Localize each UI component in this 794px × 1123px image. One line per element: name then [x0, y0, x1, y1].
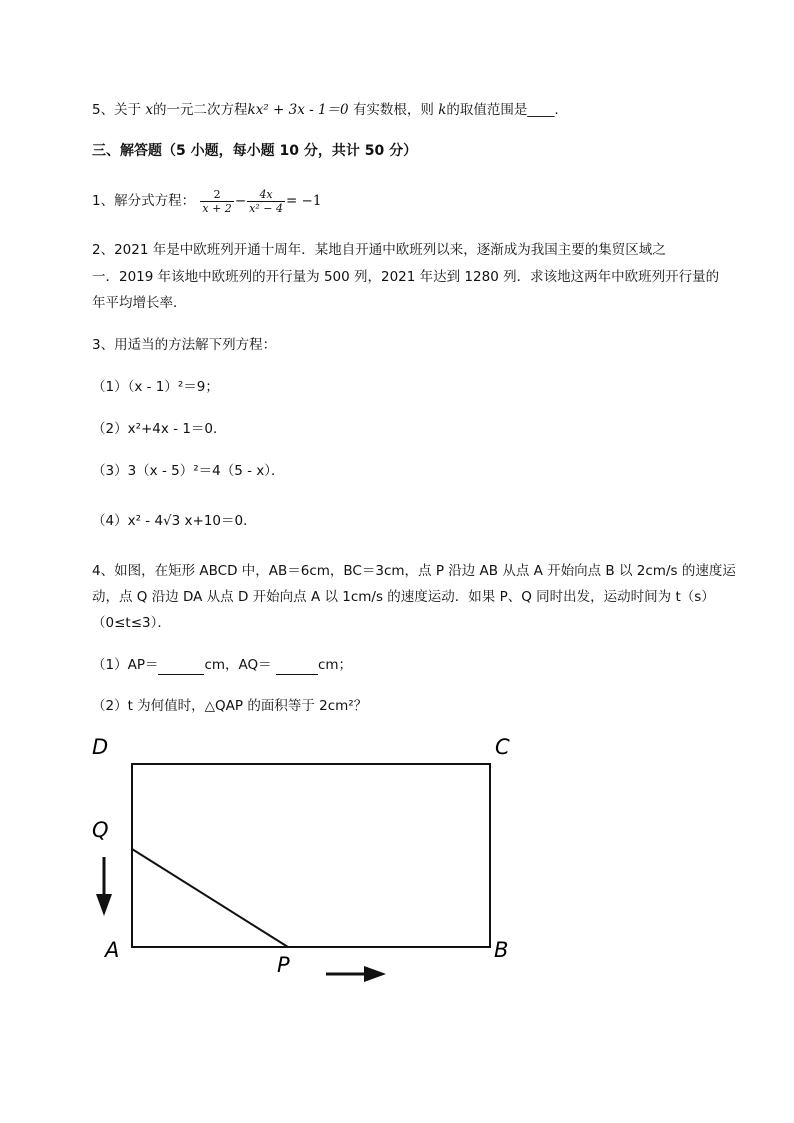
label-p: P — [277, 953, 290, 977]
down-arrow-icon — [96, 894, 112, 916]
q4-sub1-aq: cm，AQ＝ — [204, 657, 272, 673]
q5-equation: kx² + 3x - 1＝0 — [247, 102, 349, 118]
q2-line-3: 年平均增长率． — [92, 295, 187, 311]
label-c: C — [495, 735, 510, 759]
q1-frac2-denominator: x² − 4 — [249, 201, 283, 215]
question-5 — [92, 101, 559, 119]
q4-line-3: （0≤t≤3）． — [92, 615, 171, 631]
q1-frac1-denominator: x + 2 — [202, 201, 232, 215]
q3-part-3: （3）3（x - 5）²＝4（5 - x）． — [92, 463, 285, 479]
q1-label: 1、解分式方程： — [92, 193, 196, 209]
right-arrow-icon — [364, 966, 386, 982]
section-3-title: 三、解答题（5 小题，每小题 10 分，共计 50 分） — [92, 143, 418, 159]
q3-intro: 3、用适当的方法解下列方程： — [92, 337, 277, 353]
q5-suffix: 的取值范围是 — [446, 102, 528, 118]
q3-part-1: （1）（x - 1）²＝9； — [92, 379, 219, 395]
segment-qp — [132, 849, 288, 947]
q4-aq-blank[interactable] — [276, 656, 318, 675]
q5-var-k: k — [438, 102, 447, 118]
label-d: D — [92, 735, 109, 759]
q4-sub1-unit: cm； — [317, 657, 353, 673]
label-a: A — [105, 938, 120, 962]
q1-rhs: = −1 — [285, 193, 322, 209]
q1-minus: − — [234, 193, 247, 209]
q1-frac1-numerator: 2 — [200, 188, 233, 202]
q5-end: . — [554, 102, 559, 118]
q1-frac2-numerator: 4x — [247, 188, 285, 202]
q4-sub1-ap: （1）AP＝ — [92, 657, 159, 673]
q5-prefix: 5、关于 — [92, 102, 142, 118]
q1-fraction-1 — [200, 188, 233, 215]
q5-mid2: 有实数根，则 — [352, 102, 434, 118]
rectangle-figure — [0, 730, 794, 1030]
q4-sub-2: （2）t 为何值时，△QAP 的面积等于 2cm²？ — [92, 698, 368, 714]
question-1 — [92, 186, 321, 216]
q4-line-1: 4、如图，在矩形 ABCD 中，AB＝6cm，BC＝3cm，点 P 沿边 AB 从点 A 开始向点 B 以 2cm/s 的速度运 — [92, 563, 736, 579]
rectangle-abcd — [132, 764, 490, 947]
q5-var-x: x — [145, 102, 154, 118]
label-q: Q — [92, 818, 109, 842]
q3-part-2: （2）x²+4x - 1＝0． — [92, 421, 227, 437]
label-b: B — [494, 938, 509, 962]
q4-line-2: 动，点 Q 沿边 DA 从点 D 开始向点 A 以 1cm/s 的速度运动．如果 P、Q 同时出发，运动时间为 t（s） — [92, 589, 715, 605]
q5-mid: 的一元二次方程 — [153, 102, 248, 118]
q4-sub-1 — [92, 656, 352, 675]
q1-fraction-2 — [247, 188, 285, 215]
q2-line-2: 一．2019 年该地中欧班列的开行量为 500 列，2021 年达到 1280 列．求该地这两年中欧班列开行量的 — [92, 269, 720, 285]
q2-line-1: 2、2021 年是中欧班列开通十周年．某地自开通中欧班列以来，逐渐成为我国主要的集贸区域之 — [92, 242, 666, 258]
q3-part-4: （4）x² - 4√3 x+10＝0． — [92, 513, 257, 529]
q4-ap-blank[interactable] — [158, 656, 204, 675]
q5-blank[interactable]: ____ — [527, 102, 555, 118]
